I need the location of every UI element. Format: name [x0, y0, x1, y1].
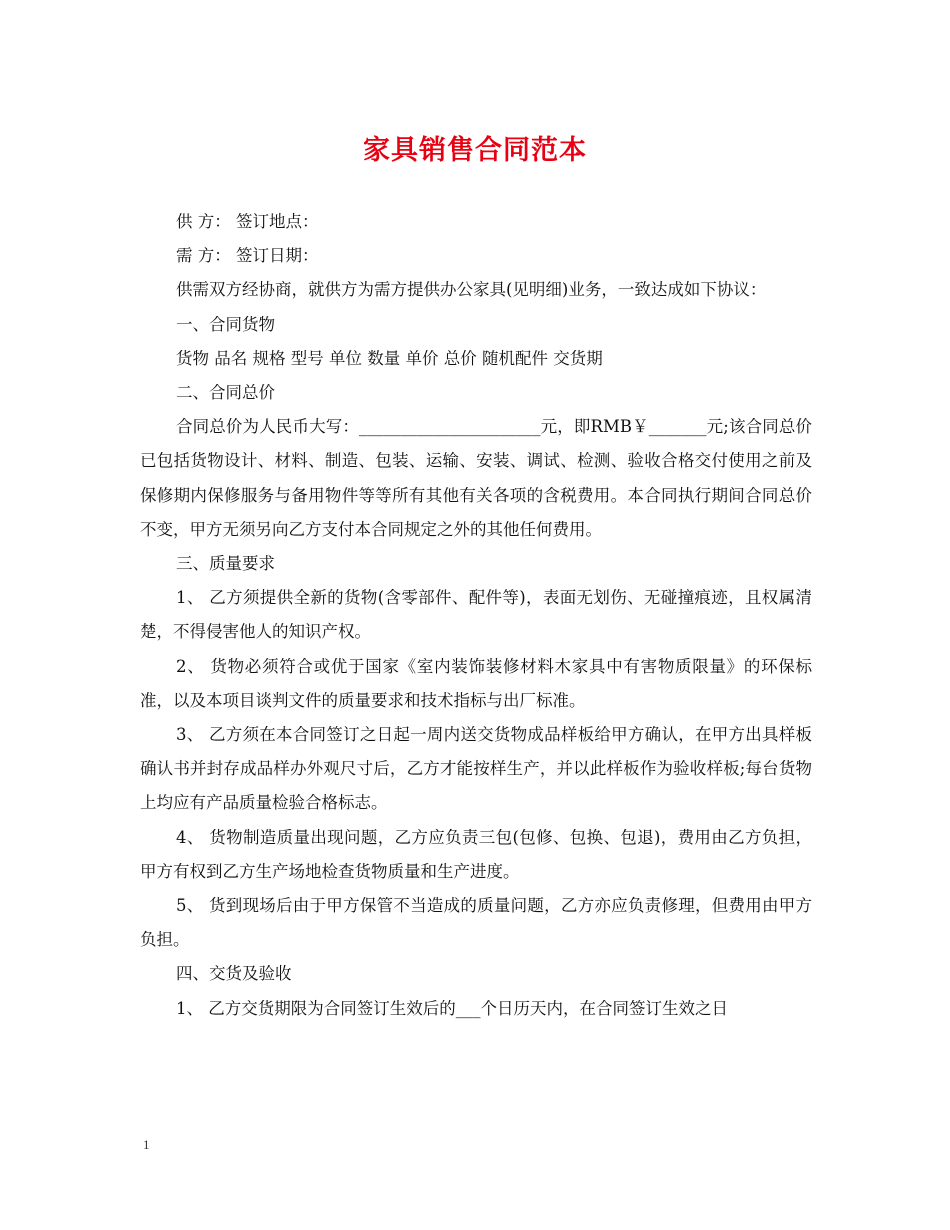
section-3-item-4: 4、 货物制造质量出现问题，乙方应负责三包(包修、包换、包退)，费用由乙方负担，甲方有权到乙方生产场地检查货物质量和生产进度。	[140, 827, 812, 881]
section-3-item-3: 3、 乙方须在本合同签订之日起一周内送交货物成品样板给甲方确认，在甲方出具样板确认书并封存成品样办外观尺寸后，乙方才能按样生产，并以此样板作为验收样板;每台货物上均应有产品质量检验合格标志。	[140, 725, 812, 813]
supplier-line: 供 方： 签订地点：	[176, 212, 319, 231]
section-3-heading: 三、质量要求	[176, 554, 275, 574]
section-4-heading: 四、交货及验收	[176, 964, 292, 984]
buyer-line: 需 方： 签订日期：	[176, 246, 319, 266]
section-4-item-1: 1、 乙方交货期限为合同签订生效后的___个日历天内，在合同签订生效之日	[176, 998, 728, 1018]
section-3-item-5: 5、 货到现场后由于甲方保管不当造成的质量问题，乙方亦应负责修理，但费用由甲方负担。	[140, 896, 812, 950]
section-2-heading: 二、合同总价	[176, 383, 275, 403]
section-3-item-1: 1、 乙方须提供全新的货物(含零部件、配件等)，表面无划伤、无碰撞痕迹，且权属清楚，不得侵害他人的知识产权。	[140, 588, 812, 642]
section-1-heading: 一、合同货物	[176, 314, 275, 334]
section-2-body: 合同总价为人民币大写：______________________元，即RMB￥_______元;该合同总价已包括货物设计、材料、制造、包装、运输、安装、调试、检测、验收合格交付使用之前及保修期内保修服务与备用物件等等所有其他有关各项的含税费用。本合同执行期间合同总价不变，甲方无须另向乙方支付本合同规定之外的其他任何费用。	[140, 417, 812, 539]
section-1-columns: 货物 品名 规格 型号 单位 数量 单价 总价 随机配件 交货期	[176, 348, 603, 368]
document-title: 家具销售合同范本	[363, 135, 587, 166]
section-3-item-2: 2、 货物必须符合或优于国家《室内装饰装修材料木家具中有害物质限量》的环保标准，以及本项目谈判文件的质量要求和技术指标与出厂标准。	[140, 656, 812, 710]
intro-paragraph: 供需双方经协商，就供方为需方提供办公家具(见明细)业务，一致达成如下协议：	[176, 280, 767, 300]
document-body	[140, 205, 812, 1026]
page-number: 1	[143, 1137, 150, 1152]
